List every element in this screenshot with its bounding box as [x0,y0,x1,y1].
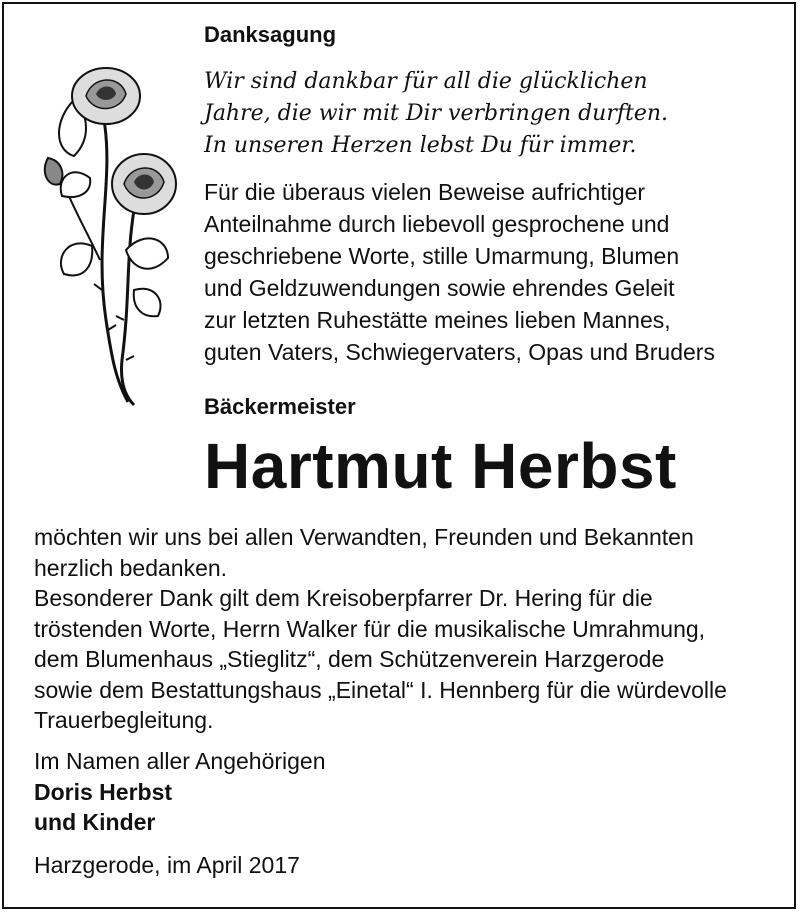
intro-line: Anteilnahme durch liebevoll gesprochene und [204,211,670,237]
intro-paragraph [204,176,715,368]
intro-line: guten Vaters, Schwiegervaters, Opas und Bruders [204,339,715,365]
signature-intro: Im Namen aller Angehörigen [34,748,326,774]
signature-block [34,746,326,838]
place-date: Harzgerode, im April 2017 [34,852,300,878]
profession-label: Bäckermeister [204,394,356,419]
poem-line: Jahre, die wir mit Dir verbringen durften. [204,101,669,126]
rose-illustration [34,60,184,410]
poem-line: In unseren Herzen lebst Du für immer. [204,133,637,158]
thanks-line: herzlich bedanken. [34,554,228,581]
poem-line: Wir sind dankbar für all die glücklichen [204,69,648,94]
heading-danksagung: Danksagung [204,22,337,47]
intro-line: geschriebene Worte, stille Umarmung, Blumen [204,243,680,269]
intro-line: Für die überaus vielen Beweise aufrichtiger [204,179,646,205]
signature-name: Doris Herbst [34,778,173,805]
thanks-line: möchten wir uns bei allen Verwandten, Freunden und Bekannten [34,524,694,550]
thanks-line: tröstenden Worte, Herrn Walker für die musikalische Umrahmung, [34,615,706,642]
thanks-line: Besonderer Dank gilt dem Kreisoberpfarrer Dr. Hering für die [34,585,653,611]
deceased-name: Hartmut Herbst [204,430,677,502]
signature-family: und Kinder [34,809,156,835]
poem [204,66,668,162]
thanks-paragraph [34,522,727,736]
intro-line: zur letzten Ruhestätte meines lieben Mannes, [204,307,671,333]
thanks-line: sowie dem Bestattungshaus „Einetal“ I. Hennberg für die würdevolle [34,676,727,703]
intro-line: und Geldzuwendungen sowie ehrendes Geleit [204,275,675,301]
thanks-line: dem Blumenhaus „Stieglitz“, dem Schützenverein Harzgerode [34,646,665,672]
thanks-line: Trauerbegleitung. [34,707,214,733]
